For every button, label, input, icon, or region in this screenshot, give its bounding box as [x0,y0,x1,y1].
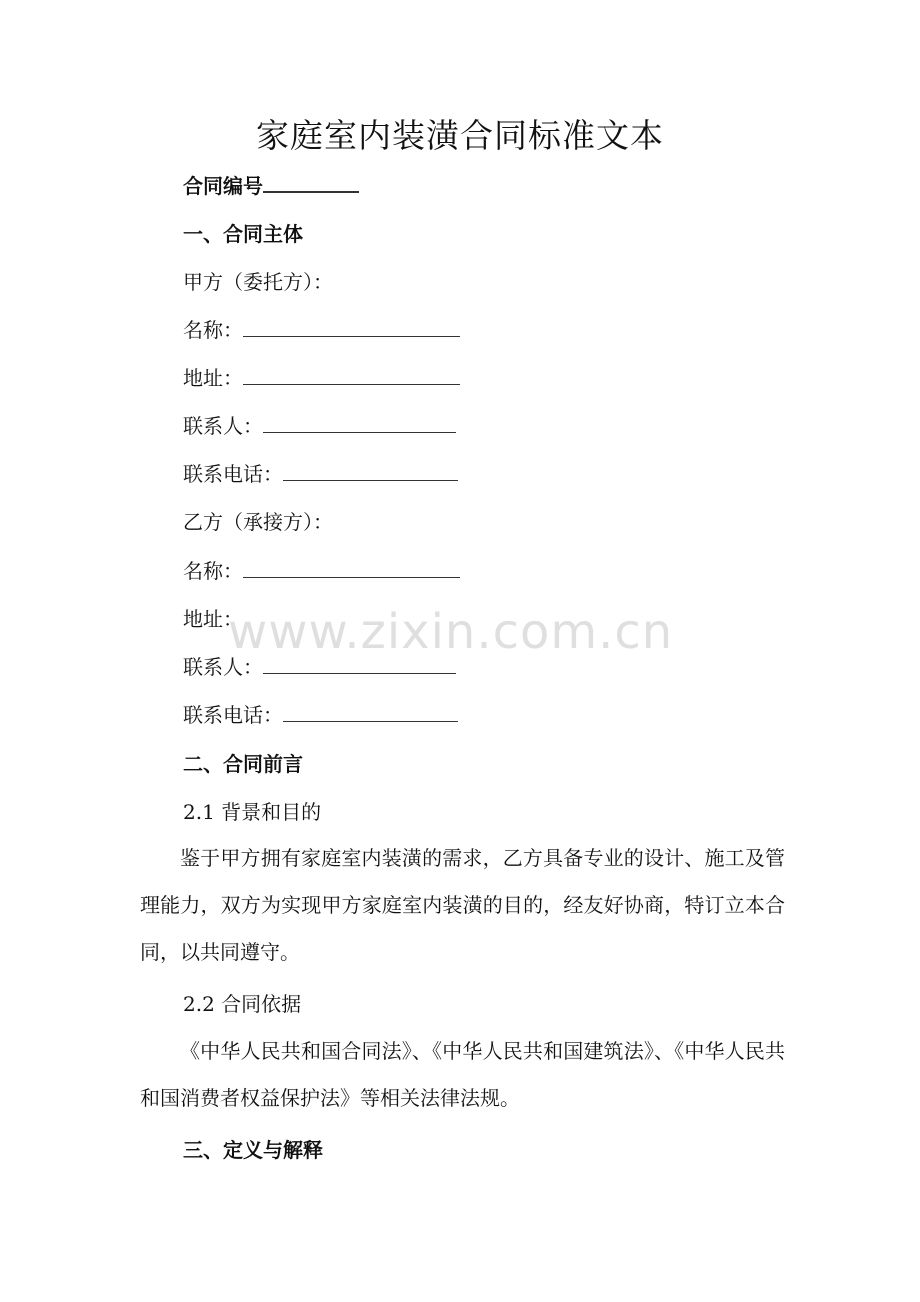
party-b-phone-line [183,701,458,729]
party-b-address-label: 地址： [183,607,243,631]
section-heading-definitions: 三、定义与解释 [183,1138,323,1162]
contract-number-label: 合同编号 [183,174,263,198]
party-b-name-line [183,557,460,585]
party-b-contact-label: 联系人： [183,655,263,679]
watermark-text: www.zixin.com.cn [228,604,674,660]
party-a-phone-line [183,460,458,488]
party-a-contact-label: 联系人： [183,414,263,438]
party-a-contact-line [183,412,456,440]
party-a-name-label: 名称： [183,318,243,342]
party-b-phone-label: 联系电话： [183,703,283,727]
subsection-title-basis: 2.2 合同依据 [183,992,302,1016]
party-a-address-label: 地址： [183,366,243,390]
party-b-phone-field[interactable] [283,701,458,722]
paragraph-basis: 《中华人民共和国合同法》、《中华人民共和国建筑法》、《中华人民共和国消费者权益保护法》等相关法律法规。 [140,1039,785,1110]
paragraph-background: 鉴于甲方拥有家庭室内装潢的需求，乙方具备专业的设计、施工及管理能力，双方为实现甲方家庭室内装潢的目的，经友好协商，特订立本合同，以共同遵守。 [140,846,785,964]
section-heading-preamble: 二、合同前言 [183,752,303,776]
party-a-contact-field[interactable] [263,412,456,433]
party-a-header: 甲方（委托方）： [183,270,333,294]
subsection-title-background: 2.1 背景和目的 [183,800,322,824]
document-title: 家庭室内装潢合同标准文本 [256,116,664,155]
party-a-address-field[interactable] [243,364,460,385]
contract-number-field[interactable] [263,171,359,193]
section-heading-parties: 一、合同主体 [183,222,303,246]
party-b-name-field[interactable] [243,557,460,578]
party-a-name-line [183,316,460,344]
contract-number-line [183,171,359,200]
party-a-address-line [183,364,460,392]
party-a-phone-field[interactable] [283,460,458,481]
party-a-name-field[interactable] [243,316,460,337]
party-b-name-label: 名称： [183,559,243,583]
party-b-header: 乙方（承接方）： [183,510,333,534]
party-a-phone-label: 联系电话： [183,462,283,486]
